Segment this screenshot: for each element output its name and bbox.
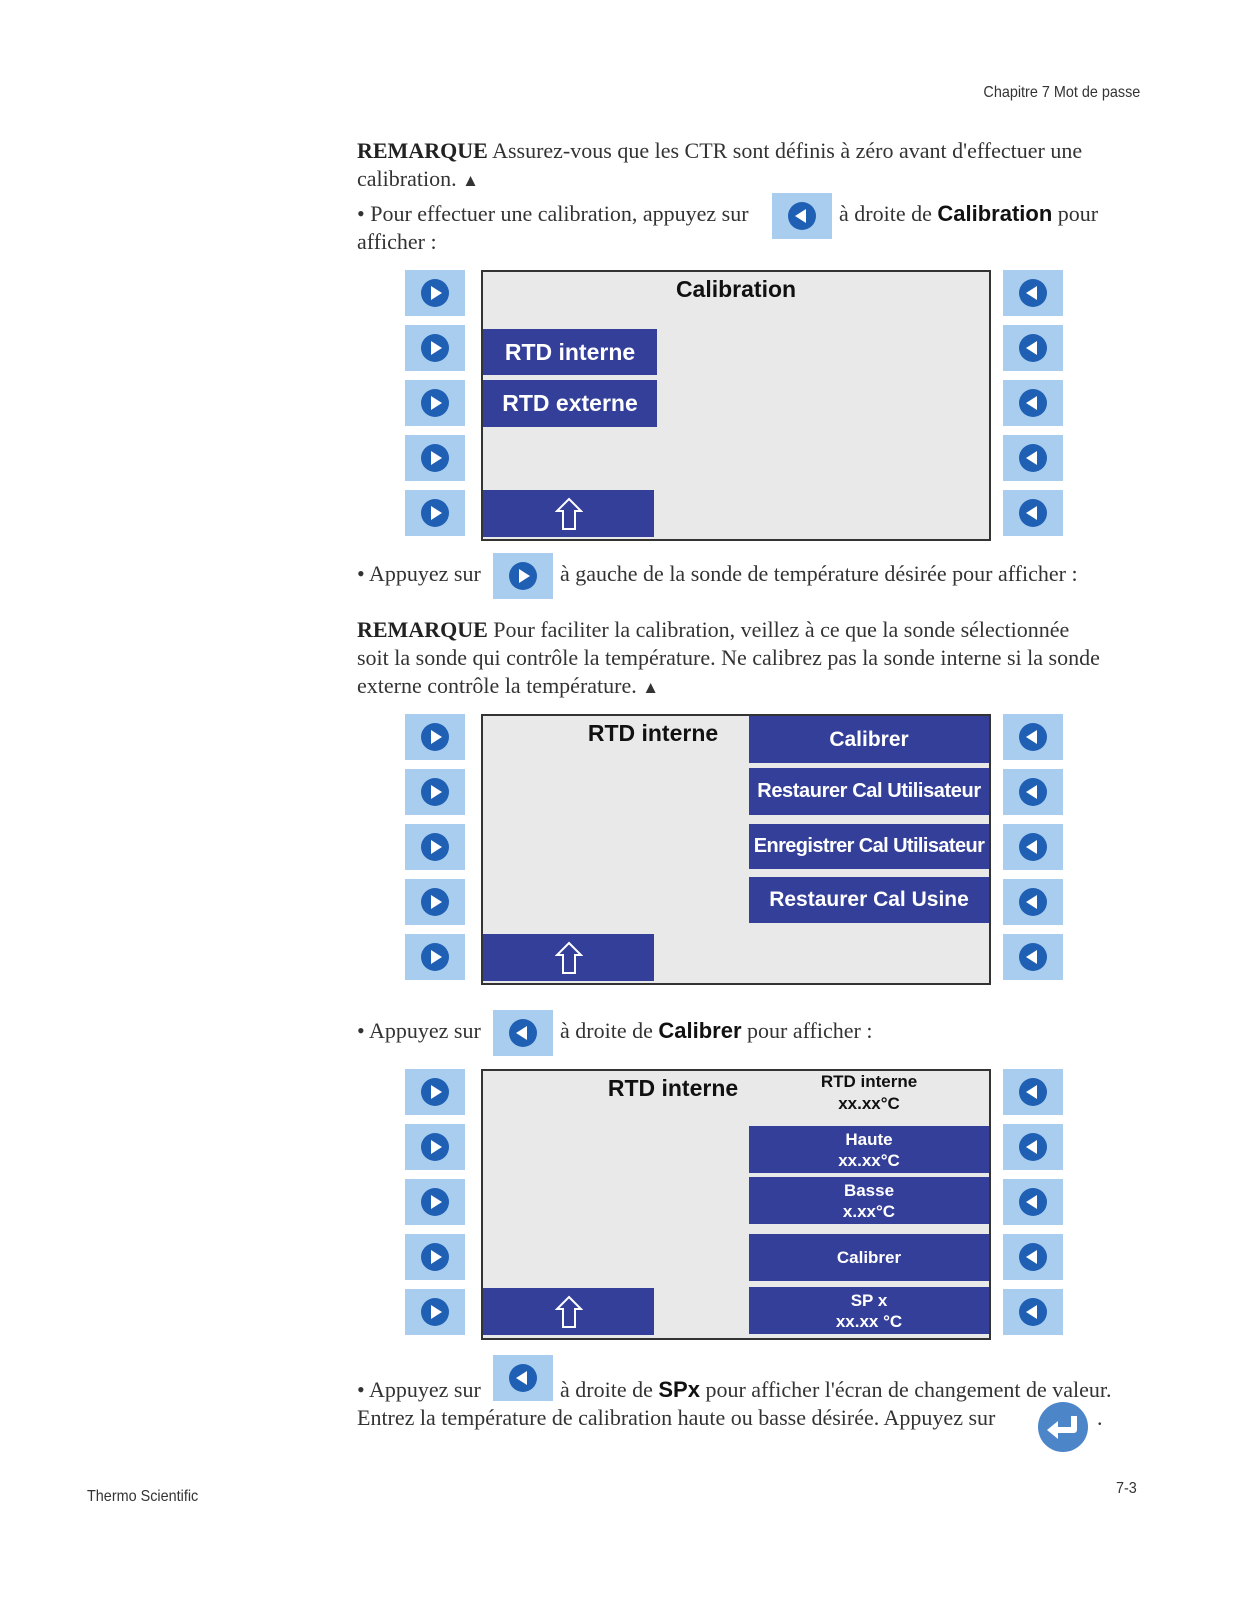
rtd-interne-button[interactable]: RTD interne [483, 329, 657, 375]
haute-button[interactable]: Haute xx.xx°C [749, 1126, 989, 1173]
enter-icon [1038, 1402, 1088, 1452]
home-button[interactable] [483, 934, 654, 981]
home-button[interactable] [483, 490, 654, 537]
keyword-calibrer: Calibrer [658, 1018, 742, 1043]
arrow-left-icon [1019, 444, 1047, 472]
arrow-left-icon [1019, 888, 1047, 916]
right-softkey-3[interactable] [1003, 380, 1063, 426]
left-softkey-4[interactable] [405, 1234, 465, 1280]
readout-value: xx.xx°C [838, 1094, 900, 1113]
left-softkey-4[interactable] [405, 879, 465, 925]
inline-left-arrow-button [493, 1010, 553, 1056]
right-softkey-2[interactable] [1003, 769, 1063, 815]
arrow-left-icon [1019, 1298, 1047, 1326]
restaurer-cal-utilisateur-button[interactable]: Restaurer Cal Utilisateur [749, 768, 989, 815]
page-title: RTD interne [587, 720, 719, 746]
left-softkey-3[interactable] [405, 380, 465, 426]
left-softkey-4[interactable] [405, 435, 465, 481]
setpoint-button[interactable]: SP x xx.xx °C [749, 1287, 989, 1334]
step-2-text: • Appuyez sur [357, 561, 481, 586]
basse-button[interactable]: Basse x.xx°C [749, 1177, 989, 1224]
arrow-left-icon [509, 1364, 537, 1392]
note-label: REMARQUE [357, 617, 488, 642]
step-3-text: • Appuyez sur [357, 1018, 481, 1043]
inline-right-arrow-button [493, 553, 553, 599]
display-panel [481, 1069, 991, 1340]
step-4-text: • Appuyez sur [357, 1377, 481, 1402]
left-softkey-1[interactable] [405, 714, 465, 760]
right-softkey-3[interactable] [1003, 824, 1063, 870]
arrow-right-icon [421, 1078, 449, 1106]
left-softkey-5[interactable] [405, 934, 465, 980]
left-softkey-5[interactable] [405, 1289, 465, 1335]
arrow-left-icon [1019, 1188, 1047, 1216]
right-softkey-3[interactable] [1003, 1179, 1063, 1225]
display-panel [481, 270, 991, 541]
home-icon [555, 497, 583, 531]
arrow-right-icon [421, 279, 449, 307]
rtd-externe-button[interactable]: RTD externe [483, 380, 657, 427]
arrow-right-icon [421, 444, 449, 472]
footer-brand: Thermo Scientific [87, 1488, 199, 1505]
arrow-right-icon [509, 562, 537, 590]
right-softkey-5[interactable] [1003, 1289, 1063, 1335]
arrow-right-icon [421, 833, 449, 861]
left-softkey-1[interactable] [405, 270, 465, 316]
right-softkey-1[interactable] [1003, 714, 1063, 760]
arrow-left-icon [1019, 833, 1047, 861]
arrow-left-icon [1019, 499, 1047, 527]
arrow-right-icon [421, 1188, 449, 1216]
arrow-left-icon [1019, 1078, 1047, 1106]
right-softkey-4[interactable] [1003, 879, 1063, 925]
step-1-text-right: à droite de Calibration pour [839, 201, 1099, 226]
page-title: RTD interne [607, 1075, 739, 1101]
arrow-left-icon [1019, 1243, 1047, 1271]
right-softkey-1[interactable] [1003, 270, 1063, 316]
note-label: REMARQUE [357, 138, 488, 163]
step-3-text-right: à droite de Calibrer pour afficher : [560, 1018, 873, 1043]
temperature-readout [749, 1071, 989, 1115]
right-softkey-2[interactable] [1003, 325, 1063, 371]
step-1-text: • Pour effectuer une calibration, appuyez sur [357, 201, 749, 226]
chapter-header: Chapitre 7 Mot de passe [983, 84, 1140, 101]
restaurer-cal-usine-button[interactable]: Restaurer Cal Usine [749, 877, 989, 923]
arrow-left-icon [1019, 1133, 1047, 1161]
enregistrer-cal-utilisateur-button[interactable]: Enregistrer Cal Utilisateur [749, 824, 989, 869]
right-softkey-5[interactable] [1003, 934, 1063, 980]
display-panel [481, 714, 991, 985]
step-4-line-2: Entrez la température de calibration haute ou basse désirée. Appuyez sur [357, 1405, 996, 1430]
left-softkey-3[interactable] [405, 824, 465, 870]
keyword-spx: SPx [658, 1377, 700, 1402]
arrow-right-icon [421, 334, 449, 362]
left-softkey-2[interactable] [405, 1124, 465, 1170]
arrow-left-icon [1019, 389, 1047, 417]
note-2-line-3: externe contrôle la température. ▲ [357, 673, 660, 698]
home-icon [555, 941, 583, 975]
right-softkey-5[interactable] [1003, 490, 1063, 536]
left-softkey-2[interactable] [405, 769, 465, 815]
triangle-icon: ▲ [462, 171, 479, 190]
keyword-calibration: Calibration [937, 201, 1053, 226]
home-button[interactable] [483, 1288, 654, 1335]
step-4-end: . [1097, 1405, 1103, 1430]
arrow-right-icon [421, 723, 449, 751]
right-softkey-4[interactable] [1003, 435, 1063, 481]
note-1-line-2: calibration. ▲ [357, 166, 479, 191]
inline-left-arrow-button [493, 1355, 553, 1401]
note-2: REMARQUE Pour faciliter la calibration, veillez à ce que la sonde sélectionnée [357, 617, 1070, 642]
right-softkey-1[interactable] [1003, 1069, 1063, 1115]
arrow-left-icon [1019, 723, 1047, 751]
page-number: 7-3 [1116, 1480, 1137, 1497]
step-1-line-2: afficher : [357, 229, 437, 254]
left-softkey-2[interactable] [405, 325, 465, 371]
step-4-text-right: à droite de SPx pour afficher l'écran de changement de valeur. [560, 1377, 1112, 1402]
arrow-right-icon [421, 1298, 449, 1326]
arrow-right-icon [421, 1243, 449, 1271]
arrow-right-icon [421, 778, 449, 806]
home-icon [555, 1295, 583, 1329]
arrow-right-icon [421, 943, 449, 971]
triangle-icon: ▲ [642, 678, 660, 697]
calibrer-button[interactable]: Calibrer [749, 716, 989, 763]
left-softkey-3[interactable] [405, 1179, 465, 1225]
calibrer-button[interactable]: Calibrer [749, 1234, 989, 1281]
right-softkey-2[interactable] [1003, 1124, 1063, 1170]
arrow-right-icon [421, 1133, 449, 1161]
readout-label: RTD interne [820, 1072, 918, 1091]
left-softkey-1[interactable] [405, 1069, 465, 1115]
page-title: Calibration [675, 276, 797, 302]
arrow-left-icon [1019, 279, 1047, 307]
arrow-left-icon [1019, 943, 1047, 971]
arrow-left-icon [1019, 334, 1047, 362]
arrow-left-icon [1019, 778, 1047, 806]
inline-left-arrow-button [772, 193, 832, 239]
step-2-text-right: à gauche de la sonde de température désirée pour afficher : [560, 561, 1078, 586]
right-softkey-4[interactable] [1003, 1234, 1063, 1280]
left-softkey-5[interactable] [405, 490, 465, 536]
arrow-left-icon [788, 202, 816, 230]
note-1: REMARQUE Assurez-vous que les CTR sont définis à zéro avant d'effectuer une [357, 138, 1083, 163]
arrow-left-icon [509, 1019, 537, 1047]
arrow-right-icon [421, 888, 449, 916]
note-2-line-2: soit la sonde qui contrôle la température. Ne calibrez pas la sonde interne si la sonde [357, 645, 1100, 670]
arrow-right-icon [421, 389, 449, 417]
enter-button [1038, 1402, 1088, 1452]
arrow-right-icon [421, 499, 449, 527]
